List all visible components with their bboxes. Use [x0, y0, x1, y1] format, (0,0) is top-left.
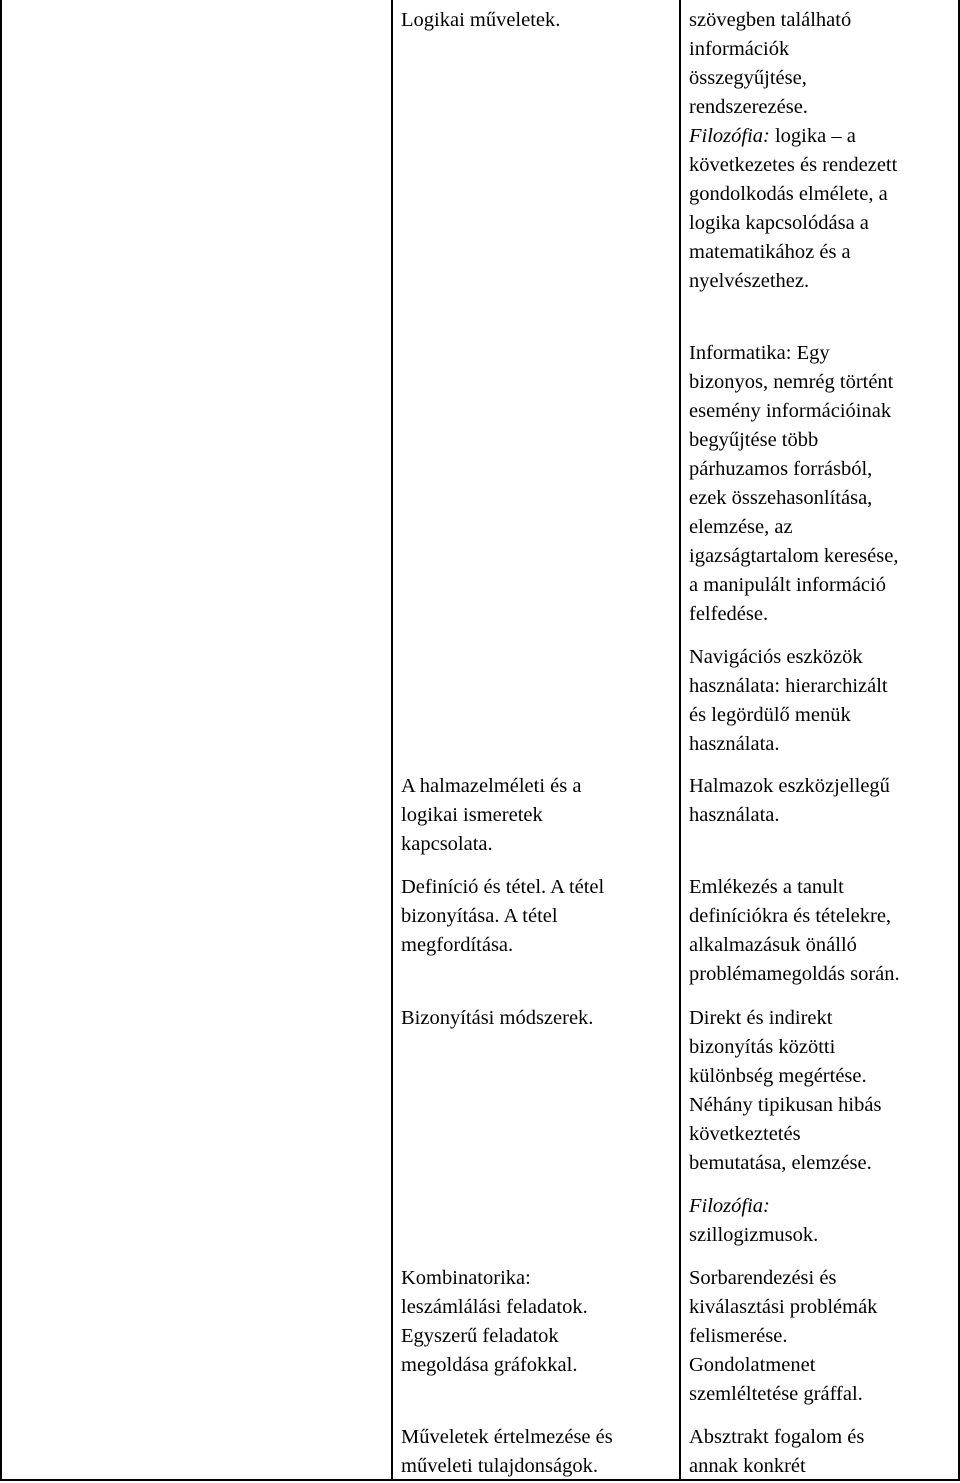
activity-line: Absztrakt fogalom és: [689, 1426, 865, 1448]
activity-line: felismerése.: [689, 1325, 788, 1347]
topic-line: Műveletek értelmezése és: [401, 1426, 613, 1448]
activity-line: bizonyos, nemrég történt: [689, 371, 894, 393]
activities-navigation: [689, 643, 957, 759]
topic-line: megfordítása.: [401, 934, 514, 956]
activity-line: szemléltetése gráffal.: [689, 1383, 863, 1405]
topic-line: Definíció és tétel. A tétel: [401, 876, 605, 898]
philosophy-line: [689, 122, 957, 151]
topic-line: Logikai műveletek.: [401, 9, 561, 31]
activity-line: annak konkrét: [689, 1455, 806, 1477]
activity-line: használata.: [689, 733, 780, 755]
activity-line: ezek összehasonlítása,: [689, 487, 873, 509]
activity-line: definíciókra és tételekre,: [689, 905, 892, 927]
activity-line: igazságtartalom keresése,: [689, 545, 899, 567]
topic-line: kapcsolata.: [401, 833, 493, 855]
activity-line: matematikához és a: [689, 241, 851, 263]
activity-line: a manipulált információ: [689, 574, 886, 596]
topic-combinatorics: [401, 1264, 671, 1380]
activity-line: bizonyítás közötti: [689, 1036, 836, 1058]
activity-line: Gondolatmenet: [689, 1354, 816, 1376]
topic-line: Egyszerű feladatok: [401, 1325, 559, 1347]
activities-operations: [689, 1423, 957, 1481]
activities-sets: [689, 772, 957, 830]
activity-line: esemény információinak: [689, 400, 892, 422]
topic-line: megoldása gráfokkal.: [401, 1354, 578, 1376]
topic-line: leszámlálási feladatok.: [401, 1296, 588, 1318]
activity-line: következtetés: [689, 1123, 801, 1145]
activities-informatics: [689, 339, 957, 629]
activity-line: és legördülő menük: [689, 704, 851, 726]
activity-line: Direkt és indirekt: [689, 1007, 833, 1029]
topic-line: Bizonyítási módszerek.: [401, 1007, 594, 1029]
activity-line: Emlékezés a tanult: [689, 876, 844, 898]
topic-line: A halmazelméleti és a: [401, 775, 582, 797]
proof-philosophy: [689, 1192, 957, 1250]
activity-line: problémamegoldás során.: [689, 963, 900, 985]
activity-line: következetes és rendezett: [689, 154, 898, 176]
table-border-left: [0, 0, 2, 1480]
activity-line: összegyűjtése,: [689, 67, 807, 89]
activity-line: használata: hierarchizált: [689, 675, 888, 697]
activity-line: Sorbarendezési és: [689, 1267, 837, 1289]
topic-line: műveleti tulajdonságok.: [401, 1455, 598, 1477]
activity-line: kiválasztási problémák: [689, 1296, 878, 1318]
activities-combinatorics: [689, 1264, 957, 1409]
philosophy-label: Filozófia:: [689, 1195, 770, 1217]
activity-line: bemutatása, elemzése.: [689, 1152, 872, 1174]
topic-sets-logic: [401, 772, 671, 859]
philosophy-label: Filozófia:: [689, 125, 770, 147]
activity-line: használata.: [689, 804, 780, 826]
activity-line: Navigációs eszközök: [689, 646, 863, 668]
topic-operations: [401, 1423, 671, 1481]
topic-line: Kombinatorika:: [401, 1267, 531, 1289]
activity-line: alkalmazásuk önálló: [689, 934, 857, 956]
activity-line: információk: [689, 38, 790, 60]
activity-line: begyűjtése több: [689, 429, 819, 451]
activities-definition: [689, 873, 957, 989]
topic-proof: [401, 1004, 671, 1033]
philosophy-text: logika – a: [769, 125, 856, 147]
activity-line: rendszerezése.: [689, 96, 808, 118]
activities-proof: [689, 1004, 957, 1178]
topic-logic: [401, 6, 671, 35]
activity-line: Néhány tipikusan hibás: [689, 1094, 882, 1116]
activities-logic-1: [689, 6, 957, 296]
activity-line: Halmazok eszközjellegű: [689, 775, 890, 797]
activity-line: logika kapcsolódása a: [689, 212, 869, 234]
activity-line: gondolkodás elmélete, a: [689, 183, 888, 205]
table-divider-1: [391, 0, 393, 1480]
topic-definition: [401, 873, 671, 960]
activity-line: nyelvészethez.: [689, 270, 810, 292]
activity-line: különbség megértése.: [689, 1065, 867, 1087]
activity-line: felfedése.: [689, 603, 769, 625]
activity-line: Informatika: Egy: [689, 342, 830, 364]
table-divider-2: [679, 0, 681, 1480]
activity-line: elemzése, az: [689, 516, 793, 538]
activity-line: párhuzamos forrásból,: [689, 458, 873, 480]
topic-line: logikai ismeretek: [401, 804, 543, 826]
topic-line: bizonyítása. A tétel: [401, 905, 558, 927]
activity-line: szövegben található: [689, 9, 852, 31]
philosophy-text: szillogizmusok.: [689, 1224, 819, 1246]
